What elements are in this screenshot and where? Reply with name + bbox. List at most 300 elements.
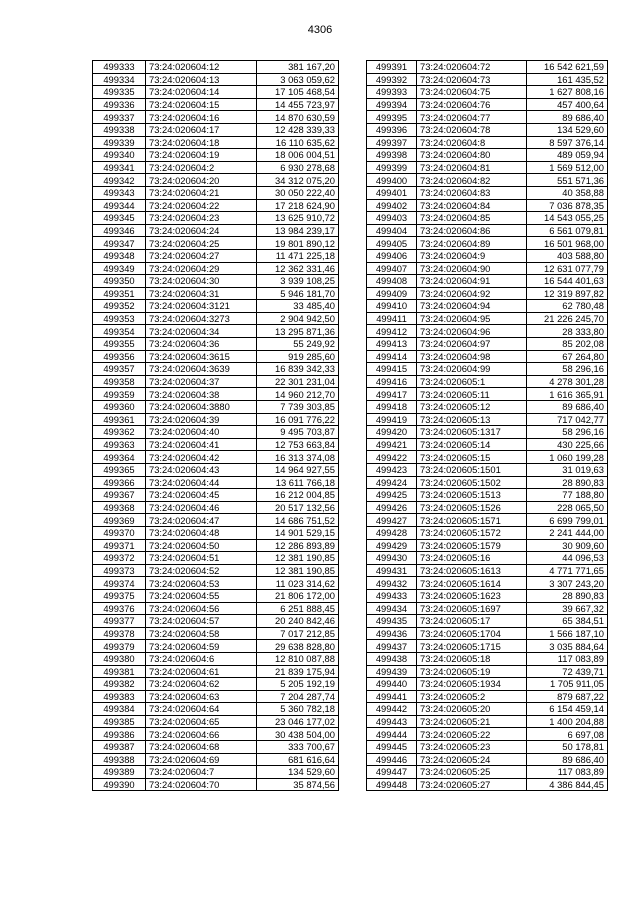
table-row — [93, 665, 339, 678]
table-row — [93, 627, 339, 640]
row-number: 499403 — [367, 212, 417, 225]
row-number: 499418 — [367, 401, 417, 414]
row-number: 499344 — [93, 199, 146, 212]
row-number: 499371 — [93, 539, 146, 552]
table-row — [93, 98, 339, 111]
row-number: 499411 — [367, 312, 417, 325]
cadastral-value: 14 543 055,25 — [527, 212, 608, 225]
cadastral-value: 6 251 888,45 — [257, 602, 339, 615]
cadastral-value: 228 065,50 — [527, 501, 608, 514]
table-row — [367, 552, 608, 565]
cadastral-value: 16 212 004,85 — [257, 489, 339, 502]
row-number: 499415 — [367, 363, 417, 376]
cadastral-value: 6 699 799,01 — [527, 514, 608, 527]
cadastral-number: 73:24:020605:1501 — [417, 464, 527, 477]
cadastral-value: 4 386 844,45 — [527, 778, 608, 791]
cadastral-value: 12 381 190,85 — [257, 552, 339, 565]
cadastral-number: 73:24:020604:18 — [146, 136, 257, 149]
cadastral-number: 73:24:020604:46 — [146, 501, 257, 514]
table-row — [93, 640, 339, 653]
row-number: 499350 — [93, 275, 146, 288]
row-number: 499409 — [367, 287, 417, 300]
table-row — [367, 426, 608, 439]
cadastral-value: 35 874,56 — [257, 778, 339, 791]
row-number: 499334 — [93, 73, 146, 86]
table-row — [93, 300, 339, 313]
row-number: 499413 — [367, 338, 417, 351]
table-row — [367, 275, 608, 288]
cadastral-value: 551 571,36 — [527, 174, 608, 187]
table-row — [367, 249, 608, 262]
table-row — [93, 312, 339, 325]
row-number: 499434 — [367, 602, 417, 615]
cadastral-number: 73:24:020605:1513 — [417, 489, 527, 502]
table-row — [367, 73, 608, 86]
cadastral-number: 73:24:020604:68 — [146, 741, 257, 754]
table-row — [367, 123, 608, 136]
cadastral-value: 30 909,60 — [527, 539, 608, 552]
row-number: 499423 — [367, 464, 417, 477]
table-row — [93, 199, 339, 212]
row-number: 499378 — [93, 627, 146, 640]
table-row — [93, 564, 339, 577]
row-number: 499436 — [367, 627, 417, 640]
table-row — [367, 451, 608, 464]
table-row — [93, 61, 339, 74]
cadastral-value: 50 178,81 — [527, 741, 608, 754]
row-number: 499365 — [93, 464, 146, 477]
row-number: 499377 — [93, 615, 146, 628]
row-number: 499333 — [93, 61, 146, 74]
row-number: 499359 — [93, 388, 146, 401]
row-number: 499396 — [367, 123, 417, 136]
cadastral-number: 73:24:020605:1697 — [417, 602, 527, 615]
table-row — [93, 753, 339, 766]
cadastral-number: 73:24:020604:13 — [146, 73, 257, 86]
cadastral-value: 403 588,80 — [527, 249, 608, 262]
row-number: 499438 — [367, 652, 417, 665]
cadastral-number: 73:24:020605:15 — [417, 451, 527, 464]
cadastral-number: 73:24:020604:29 — [146, 262, 257, 275]
row-number: 499439 — [367, 665, 417, 678]
cadastral-value: 31 019,63 — [527, 464, 608, 477]
cadastral-value: 14 901 529,15 — [257, 526, 339, 539]
cadastral-value: 1 569 512,00 — [527, 161, 608, 174]
row-number: 499408 — [367, 275, 417, 288]
row-number: 499426 — [367, 501, 417, 514]
table-row — [93, 388, 339, 401]
cadastral-number: 73:24:020604:97 — [417, 338, 527, 351]
row-number: 499420 — [367, 426, 417, 439]
cadastral-value: 1 566 187,10 — [527, 627, 608, 640]
cadastral-value: 34 312 075,20 — [257, 174, 339, 187]
cadastral-value: 16 544 401,63 — [527, 275, 608, 288]
cadastral-value: 489 059,94 — [527, 149, 608, 162]
row-number: 499384 — [93, 703, 146, 716]
cadastral-number: 73:24:020604:92 — [417, 287, 527, 300]
cadastral-number: 73:24:020604:3615 — [146, 350, 257, 363]
cadastral-value: 12 319 897,82 — [527, 287, 608, 300]
cadastral-value: 62 780,48 — [527, 300, 608, 313]
table-row — [367, 539, 608, 552]
row-number: 499348 — [93, 249, 146, 262]
cadastral-number: 73:24:020604:94 — [417, 300, 527, 313]
table-row — [93, 212, 339, 225]
row-number: 499355 — [93, 338, 146, 351]
row-number: 499375 — [93, 589, 146, 602]
cadastral-value: 6 697,08 — [527, 728, 608, 741]
cadastral-value: 40 358,88 — [527, 186, 608, 199]
table-row — [93, 338, 339, 351]
cadastral-value: 20 517 132,56 — [257, 501, 339, 514]
cadastral-table-left — [92, 60, 339, 791]
row-number: 499397 — [367, 136, 417, 149]
row-number: 499362 — [93, 426, 146, 439]
cadastral-value: 13 625 910,72 — [257, 212, 339, 225]
table-row — [367, 602, 608, 615]
row-number: 499437 — [367, 640, 417, 653]
cadastral-number: 73:24:020604:8 — [417, 136, 527, 149]
row-number: 499393 — [367, 86, 417, 99]
row-number: 499430 — [367, 552, 417, 565]
cadastral-number: 73:24:020604:82 — [417, 174, 527, 187]
cadastral-number: 73:24:020605:18 — [417, 652, 527, 665]
table-row — [93, 438, 339, 451]
cadastral-number: 73:24:020605:1579 — [417, 539, 527, 552]
table-row — [93, 237, 339, 250]
table-row — [367, 464, 608, 477]
cadastral-number: 73:24:020604:7 — [146, 766, 257, 779]
table-row — [367, 224, 608, 237]
cadastral-value: 14 686 751,52 — [257, 514, 339, 527]
row-number: 499381 — [93, 665, 146, 678]
cadastral-number: 73:24:020605:1572 — [417, 526, 527, 539]
cadastral-number: 73:24:020604:78 — [417, 123, 527, 136]
row-number: 499353 — [93, 312, 146, 325]
cadastral-number: 73:24:020604:36 — [146, 338, 257, 351]
table-row — [367, 388, 608, 401]
row-number: 499367 — [93, 489, 146, 502]
cadastral-value: 21 806 172,00 — [257, 589, 339, 602]
cadastral-value: 21 839 175,94 — [257, 665, 339, 678]
table-row — [367, 287, 608, 300]
table-row — [93, 778, 339, 791]
cadastral-value: 8 597 376,14 — [527, 136, 608, 149]
table-row — [367, 174, 608, 187]
row-number: 499372 — [93, 552, 146, 565]
cadastral-number: 73:24:020604:58 — [146, 627, 257, 640]
row-number: 499387 — [93, 741, 146, 754]
row-number: 499358 — [93, 375, 146, 388]
row-number: 499435 — [367, 615, 417, 628]
cadastral-value: 2 241 444,00 — [527, 526, 608, 539]
cadastral-value: 85 202,08 — [527, 338, 608, 351]
cadastral-number: 73:24:020605:21 — [417, 715, 527, 728]
table-row — [93, 514, 339, 527]
row-number: 499357 — [93, 363, 146, 376]
table-row — [93, 602, 339, 615]
cadastral-number: 73:24:020604:47 — [146, 514, 257, 527]
row-number: 499405 — [367, 237, 417, 250]
table-row — [93, 262, 339, 275]
table-row — [367, 690, 608, 703]
row-number: 499340 — [93, 149, 146, 162]
row-number: 499400 — [367, 174, 417, 187]
row-number: 499345 — [93, 212, 146, 225]
table-row — [93, 476, 339, 489]
cadastral-value: 5 360 782,18 — [257, 703, 339, 716]
row-number: 499422 — [367, 451, 417, 464]
cadastral-number: 73:24:020604:57 — [146, 615, 257, 628]
table-row — [93, 728, 339, 741]
table-row — [367, 338, 608, 351]
cadastral-number: 73:24:020605:1317 — [417, 426, 527, 439]
table-row — [367, 778, 608, 791]
cadastral-value: 12 428 339,33 — [257, 123, 339, 136]
cadastral-value: 7 204 287,74 — [257, 690, 339, 703]
cadastral-number: 73:24:020604:65 — [146, 715, 257, 728]
row-number: 499446 — [367, 753, 417, 766]
cadastral-number: 73:24:020605:1 — [417, 375, 527, 388]
cadastral-value: 13 984 239,17 — [257, 224, 339, 237]
row-number: 499445 — [367, 741, 417, 754]
table-row — [367, 413, 608, 426]
row-number: 499336 — [93, 98, 146, 111]
table-row — [93, 401, 339, 414]
cadastral-number: 73:24:020604:95 — [417, 312, 527, 325]
cadastral-number: 73:24:020604:27 — [146, 249, 257, 262]
cadastral-number: 73:24:020604:69 — [146, 753, 257, 766]
cadastral-value: 117 083,89 — [527, 652, 608, 665]
row-number: 499399 — [367, 161, 417, 174]
table-row — [93, 766, 339, 779]
table-row — [93, 123, 339, 136]
table-row — [367, 300, 608, 313]
table-row — [93, 287, 339, 300]
cadastral-number: 73:24:020605:2 — [417, 690, 527, 703]
row-number: 499342 — [93, 174, 146, 187]
row-number: 499404 — [367, 224, 417, 237]
row-number: 499373 — [93, 564, 146, 577]
cadastral-number: 73:24:020604:66 — [146, 728, 257, 741]
cadastral-value: 28 333,80 — [527, 325, 608, 338]
cadastral-value: 457 400,64 — [527, 98, 608, 111]
row-number: 499352 — [93, 300, 146, 313]
cadastral-number: 73:24:020605:17 — [417, 615, 527, 628]
table-row — [367, 325, 608, 338]
cadastral-value: 1 060 199,28 — [527, 451, 608, 464]
row-number: 499369 — [93, 514, 146, 527]
cadastral-value: 28 890,83 — [527, 589, 608, 602]
cadastral-number: 73:24:020605:1614 — [417, 577, 527, 590]
table-row — [367, 438, 608, 451]
cadastral-number: 73:24:020604:17 — [146, 123, 257, 136]
cadastral-number: 73:24:020604:62 — [146, 678, 257, 691]
cadastral-value: 77 188,80 — [527, 489, 608, 502]
cadastral-value: 381 167,20 — [257, 61, 339, 74]
cadastral-number: 73:24:020604:53 — [146, 577, 257, 590]
cadastral-value: 13 611 766,18 — [257, 476, 339, 489]
cadastral-number: 73:24:020604:42 — [146, 451, 257, 464]
row-number: 499374 — [93, 577, 146, 590]
cadastral-number: 73:24:020605:11 — [417, 388, 527, 401]
cadastral-number: 73:24:020604:75 — [417, 86, 527, 99]
row-number: 499402 — [367, 199, 417, 212]
cadastral-value: 14 960 212,70 — [257, 388, 339, 401]
table-row — [367, 678, 608, 691]
cadastral-value: 12 753 663,84 — [257, 438, 339, 451]
cadastral-value: 14 964 927,55 — [257, 464, 339, 477]
table-row — [367, 501, 608, 514]
cadastral-number: 73:24:020605:23 — [417, 741, 527, 754]
row-number: 499448 — [367, 778, 417, 791]
row-number: 499427 — [367, 514, 417, 527]
cadastral-number: 73:24:020604:64 — [146, 703, 257, 716]
cadastral-value: 7 036 878,35 — [527, 199, 608, 212]
cadastral-number: 73:24:020605:1571 — [417, 514, 527, 527]
cadastral-number: 73:24:020604:85 — [417, 212, 527, 225]
row-number: 499412 — [367, 325, 417, 338]
table-row — [93, 678, 339, 691]
cadastral-number: 73:24:020604:30 — [146, 275, 257, 288]
row-number: 499370 — [93, 526, 146, 539]
cadastral-value: 16 313 374,08 — [257, 451, 339, 464]
table-row — [93, 73, 339, 86]
cadastral-value: 30 050 222,40 — [257, 186, 339, 199]
cadastral-value: 65 384,51 — [527, 615, 608, 628]
table-row — [367, 98, 608, 111]
row-number: 499389 — [93, 766, 146, 779]
row-number: 499410 — [367, 300, 417, 313]
cadastral-number: 73:24:020604:83 — [417, 186, 527, 199]
cadastral-number: 73:24:020604:91 — [417, 275, 527, 288]
table-row — [93, 615, 339, 628]
cadastral-value: 879 687,22 — [527, 690, 608, 703]
cadastral-value: 2 904 942,50 — [257, 312, 339, 325]
row-number: 499385 — [93, 715, 146, 728]
row-number: 499391 — [367, 61, 417, 74]
table-row — [367, 489, 608, 502]
cadastral-number: 73:24:020605:24 — [417, 753, 527, 766]
row-number: 499414 — [367, 350, 417, 363]
cadastral-number: 73:24:020605:1704 — [417, 627, 527, 640]
table-row — [367, 312, 608, 325]
cadastral-number: 73:24:020605:20 — [417, 703, 527, 716]
cadastral-number: 73:24:020604:14 — [146, 86, 257, 99]
row-number: 499421 — [367, 438, 417, 451]
cadastral-number: 73:24:020605:27 — [417, 778, 527, 791]
cadastral-value: 1 627 808,16 — [527, 86, 608, 99]
cadastral-number: 73:24:020604:15 — [146, 98, 257, 111]
cadastral-number: 73:24:020604:80 — [417, 149, 527, 162]
table-row — [93, 275, 339, 288]
cadastral-number: 73:24:020604:51 — [146, 552, 257, 565]
table-row — [93, 526, 339, 539]
cadastral-value: 17 218 624,90 — [257, 199, 339, 212]
cadastral-number: 73:24:020604:25 — [146, 237, 257, 250]
table-row — [367, 589, 608, 602]
table-row — [367, 766, 608, 779]
row-number: 499398 — [367, 149, 417, 162]
cadastral-number: 73:24:020605:12 — [417, 401, 527, 414]
table-row — [93, 464, 339, 477]
cadastral-number: 73:24:020605:19 — [417, 665, 527, 678]
cadastral-value: 11 471 225,18 — [257, 249, 339, 262]
row-number: 499442 — [367, 703, 417, 716]
cadastral-value: 430 225,66 — [527, 438, 608, 451]
cadastral-number: 73:24:020604:41 — [146, 438, 257, 451]
cadastral-value: 58 296,16 — [527, 363, 608, 376]
cadastral-number: 73:24:020604:76 — [417, 98, 527, 111]
table-row — [367, 136, 608, 149]
row-number: 499406 — [367, 249, 417, 262]
cadastral-value: 681 616,64 — [257, 753, 339, 766]
cadastral-value: 17 105 468,54 — [257, 86, 339, 99]
table-row — [93, 224, 339, 237]
cadastral-number: 73:24:020604:84 — [417, 199, 527, 212]
table-row — [367, 237, 608, 250]
cadastral-value: 1 705 911,05 — [527, 678, 608, 691]
row-number: 499346 — [93, 224, 146, 237]
row-number: 499425 — [367, 489, 417, 502]
table-row — [367, 401, 608, 414]
cadastral-value: 20 240 842,46 — [257, 615, 339, 628]
row-number: 499343 — [93, 186, 146, 199]
cadastral-value: 19 801 890,12 — [257, 237, 339, 250]
table-row — [93, 350, 339, 363]
row-number: 499416 — [367, 375, 417, 388]
row-number: 499417 — [367, 388, 417, 401]
row-number: 499376 — [93, 602, 146, 615]
row-number: 499347 — [93, 237, 146, 250]
cadastral-number: 73:24:020605:22 — [417, 728, 527, 741]
row-number: 499407 — [367, 262, 417, 275]
row-number: 499351 — [93, 287, 146, 300]
row-number: 499433 — [367, 589, 417, 602]
cadastral-number: 73:24:020604:23 — [146, 212, 257, 225]
row-number: 499379 — [93, 640, 146, 653]
cadastral-value: 7 739 303,85 — [257, 401, 339, 414]
table-row — [367, 741, 608, 754]
cadastral-table-right — [366, 60, 608, 791]
cadastral-value: 12 631 077,79 — [527, 262, 608, 275]
cadastral-value: 16 501 968,00 — [527, 237, 608, 250]
table-row — [93, 174, 339, 187]
row-number: 499392 — [367, 73, 417, 86]
table-row — [367, 476, 608, 489]
cadastral-number: 73:24:020604:19 — [146, 149, 257, 162]
table-row — [367, 615, 608, 628]
row-number: 499401 — [367, 186, 417, 199]
table-row — [367, 350, 608, 363]
table-row — [367, 665, 608, 678]
table-row — [93, 703, 339, 716]
table-row — [367, 627, 608, 640]
cadastral-number: 73:24:020604:81 — [417, 161, 527, 174]
cadastral-number: 73:24:020604:34 — [146, 325, 257, 338]
cadastral-number: 73:24:020604:77 — [417, 111, 527, 124]
cadastral-number: 73:24:020604:73 — [417, 73, 527, 86]
table-row — [367, 161, 608, 174]
table-row — [367, 86, 608, 99]
row-number: 499361 — [93, 413, 146, 426]
table-row — [93, 539, 339, 552]
cadastral-value: 16 542 621,59 — [527, 61, 608, 74]
cadastral-number: 73:24:020605:1526 — [417, 501, 527, 514]
cadastral-number: 73:24:020604:43 — [146, 464, 257, 477]
row-number: 499382 — [93, 678, 146, 691]
row-number: 499440 — [367, 678, 417, 691]
